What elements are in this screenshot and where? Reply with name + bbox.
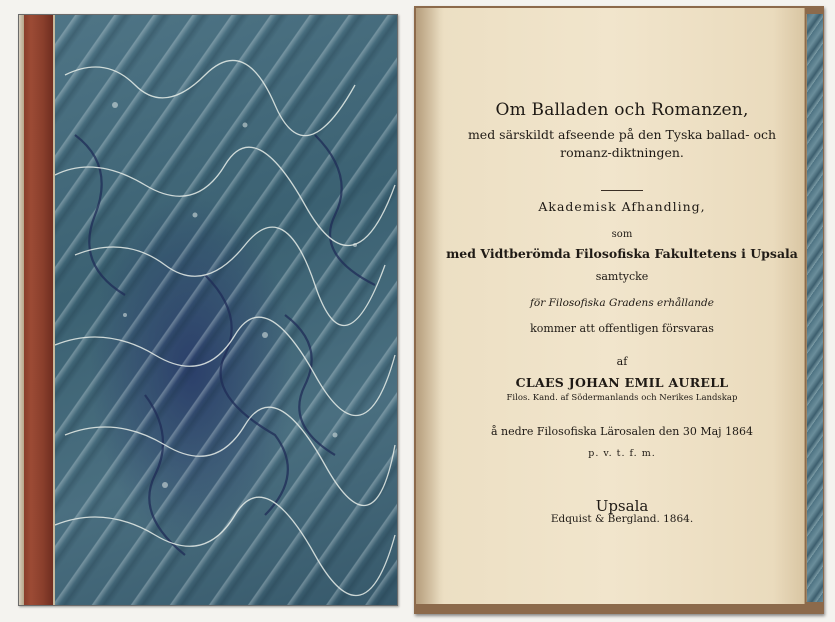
subtitle-line-1: med särskildt afseende på den Tyska ballad- och [467, 127, 777, 142]
book-title: Om Balladen och Romanzen, [495, 100, 749, 120]
faculty-line: med Vidtberömda Filosofiska Fakultetens i Upsala [446, 246, 798, 261]
imprint-printer: Edquist & Bergland. 1864. [550, 513, 694, 525]
abbreviation: p. v. t. f. m. [588, 448, 656, 459]
imprint-city: Upsala [595, 497, 649, 515]
marbled-paper [55, 15, 397, 605]
line-som: som [611, 229, 633, 240]
subtitle-line-2: romanz-diktningen. [560, 145, 684, 160]
line-af: af [616, 355, 628, 368]
venue-date: å nedre Filosofiska Lärosalen den 30 Maj 1864 [490, 425, 754, 438]
author-details: Filos. Kand. af Södermanlands och Nerikes Landskap [506, 393, 738, 403]
title-page-text [444, 0, 800, 622]
consent-line: samtycke [595, 270, 649, 283]
leather-spine [19, 15, 55, 605]
defense-line: kommer att offentligen försvaras [530, 322, 714, 335]
author-name: CLAES JOHAN EMIL AURELL [515, 375, 729, 390]
page-gutter-shadow [416, 8, 444, 604]
thesis-type: Akademisk Afhandling, [538, 199, 706, 214]
degree-line: för Filosofiska Gradens erhållande [530, 297, 714, 309]
marbled-page-edge [806, 14, 823, 602]
book-cover [18, 14, 398, 606]
